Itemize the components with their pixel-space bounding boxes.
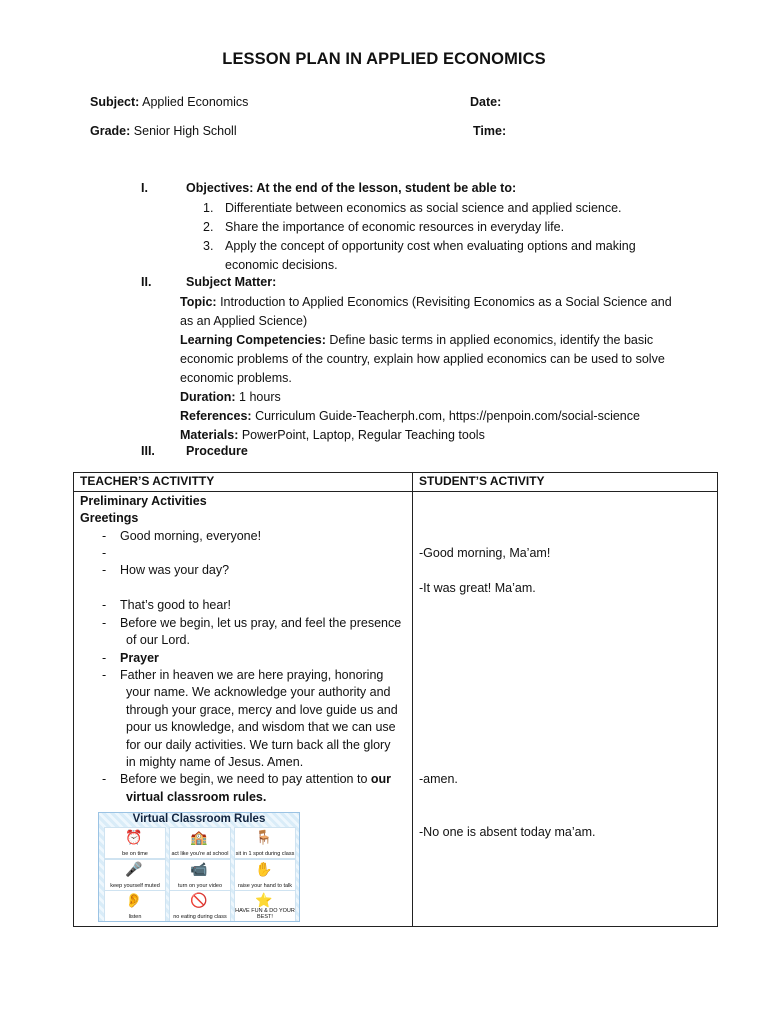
rule-caption: raise your hand to talk <box>237 883 293 889</box>
chair-icon: 🪑 <box>255 829 273 845</box>
subject-matter-details <box>180 293 680 445</box>
rule-caption: no eating during class <box>173 914 227 920</box>
greeting-text: Good morning, everyone! <box>120 529 262 543</box>
prayer-text: in mighty name of Jesus. Amen. <box>126 755 304 769</box>
section-numeral-ii: II. <box>141 275 152 289</box>
objective-item <box>203 237 673 275</box>
materials-value: PowerPoint, Laptop, Regular Teaching tools <box>241 428 485 442</box>
subject-line <box>90 95 248 109</box>
student-response: -It was great! Ma’am. <box>419 581 536 595</box>
video-icon: 📹 <box>190 861 208 877</box>
list-item: - That’s good to hear! <box>102 598 231 612</box>
references-line <box>180 407 680 426</box>
list-item: - Prayer <box>102 651 159 665</box>
raise-hand-icon: ✋ <box>255 861 273 877</box>
rules-intro-text: Before we begin, we need to pay attention to <box>120 772 371 786</box>
competencies-value: Define basic terms in applied economics, identify the basic economic problems of the country, explain how applied economics can be used to solve economic problems. <box>180 333 665 385</box>
competencies-label: Learning Competencies: <box>180 333 326 347</box>
objective-number: 1. <box>203 201 214 215</box>
section-numeral-iii: III. <box>141 444 155 458</box>
objective-text: Apply the concept of opportunity cost when evaluating options and making economic decisions. <box>225 239 636 272</box>
prayer-text: pour us knowledge, and wisdom that we can use <box>126 720 396 734</box>
date-label: Date: <box>470 95 502 109</box>
preliminary-heading: Preliminary Activities <box>80 494 207 508</box>
rule-tile <box>234 827 296 859</box>
grade-value: Senior High Scholl <box>133 124 237 138</box>
rule-tile <box>104 827 166 859</box>
rule-caption: listen <box>128 914 142 920</box>
time-label: Time: <box>473 124 507 138</box>
virtual-classroom-rules-image <box>98 812 300 922</box>
list-item: - Father in heaven we are here praying, honoring <box>102 668 384 682</box>
grade-line <box>90 124 237 138</box>
rule-tile <box>234 859 296 891</box>
rules-intro-bold: our <box>370 772 392 786</box>
rule-tile <box>104 859 166 891</box>
objective-item <box>203 218 673 237</box>
topic-label: Topic: <box>180 295 217 309</box>
time-line <box>473 124 506 138</box>
procedure-heading: Procedure <box>186 444 248 458</box>
topic-line <box>180 293 680 331</box>
student-activity-cell <box>413 492 718 927</box>
teacher-column-header: TEACHER’S ACTIVITTY <box>74 473 413 492</box>
school-icon: 🏫 <box>190 829 208 845</box>
how-text: How was your day? <box>120 563 230 577</box>
list-item: - Before we begin, let us pray, and feel the presence <box>102 616 402 630</box>
student-response: -amen. <box>419 772 458 786</box>
subject-label: Subject: <box>90 95 140 109</box>
topic-value: Introduction to Applied Economics (Revisiting Economics as a Social Science and as an Applied Science) <box>180 295 672 328</box>
listen-icon: 👂 <box>125 892 143 908</box>
table-header-row <box>74 473 718 492</box>
date-line <box>470 95 501 109</box>
rule-caption: act like you're at school <box>171 851 229 857</box>
rule-tile <box>169 890 231 922</box>
objective-number: 3. <box>203 239 214 253</box>
pray-intro-text: Before we begin, let us pray, and feel the presence <box>120 616 402 630</box>
student-response: -Good morning, Ma’am! <box>419 546 551 560</box>
materials-label: Materials: <box>180 428 239 442</box>
rule-caption: turn on your video <box>177 883 223 889</box>
objectives-heading: Objectives: At the end of the lesson, student be able to: <box>186 181 517 195</box>
greetings-heading: Greetings <box>80 511 139 525</box>
clock-icon: ⏰ <box>125 829 143 845</box>
list-item: - Before we begin, we need to pay attention to our <box>102 772 392 786</box>
rule-tile <box>104 890 166 922</box>
star-icon: ⭐ <box>255 892 273 908</box>
duration-label: Duration: <box>180 390 236 404</box>
rules-image-title: Virtual Classroom Rules <box>132 813 266 825</box>
prayer-text: Father in heaven we are here praying, honoring <box>120 668 384 682</box>
subject-value: Applied Economics <box>142 95 249 109</box>
student-column-header: STUDENT’S ACTIVITY <box>413 473 718 492</box>
materials-line <box>180 426 680 445</box>
prayer-text: your name. We acknowledge your authority and <box>126 685 391 699</box>
references-label: References: <box>180 409 252 423</box>
rule-caption: keep yourself muted <box>110 883 160 889</box>
rules-intro-cont: virtual classroom rules. <box>126 790 267 804</box>
rule-tile <box>169 827 231 859</box>
list-item: - Good morning, everyone! <box>102 529 262 543</box>
pray-intro-cont: of our Lord. <box>126 633 190 647</box>
no-eating-icon: 🚫 <box>190 892 208 908</box>
prayer-text: through your grace, mercy and love guide us and <box>126 703 398 717</box>
rule-tile <box>169 859 231 891</box>
rule-tile <box>234 890 296 922</box>
rule-caption: HAVE FUN & DO YOUR BEST! <box>235 908 295 920</box>
good-text: That’s good to hear! <box>120 598 231 612</box>
teacher-activity-cell: Preliminary Activities Greetings - Good morning, everyone! - - How was your day? - That’s good to hear! - Before we begin, let us pray, and feel the presence of our Lord. - Prayer - Father in heaven we are here praying, honoring your name. We acknowledge your authority and through your grace, mercy and love guide us and pour us knowledge, and wisdom that we can use for our daily activities. We turn back all the glory in mighty name of Jesus. Amen. - Before we begin, we need to pay attention to our virtual classroom rules. <box>74 492 413 927</box>
rule-caption: be on time <box>122 851 148 857</box>
objective-text: Differentiate between economics as social science and applied science. <box>225 201 622 215</box>
prayer-label: Prayer <box>120 651 159 665</box>
rule-caption: sit in 1 spot during class <box>235 851 295 857</box>
grade-label: Grade: <box>90 124 131 138</box>
student-response: -No one is absent today ma’am. <box>419 825 596 839</box>
subject-matter-heading: Subject Matter: <box>186 275 277 289</box>
duration-line <box>180 388 680 407</box>
prayer-text: for our daily activities. We turn back all the glory <box>126 738 391 752</box>
objective-number: 2. <box>203 220 214 234</box>
mute-icon: 🎤 <box>125 861 143 877</box>
competencies-line <box>180 331 680 388</box>
objective-item <box>203 199 673 218</box>
references-value: Curriculum Guide-Teacherph.com, https://penpoin.com/social-science <box>255 409 640 423</box>
objective-text: Share the importance of economic resources in everyday life. <box>225 220 565 234</box>
document-title: LESSON PLAN IN APPLIED ECONOMICS <box>222 50 546 68</box>
section-numeral-i: I. <box>141 181 148 195</box>
list-item: - How was your day? <box>102 563 230 577</box>
duration-value: 1 hours <box>239 390 281 404</box>
